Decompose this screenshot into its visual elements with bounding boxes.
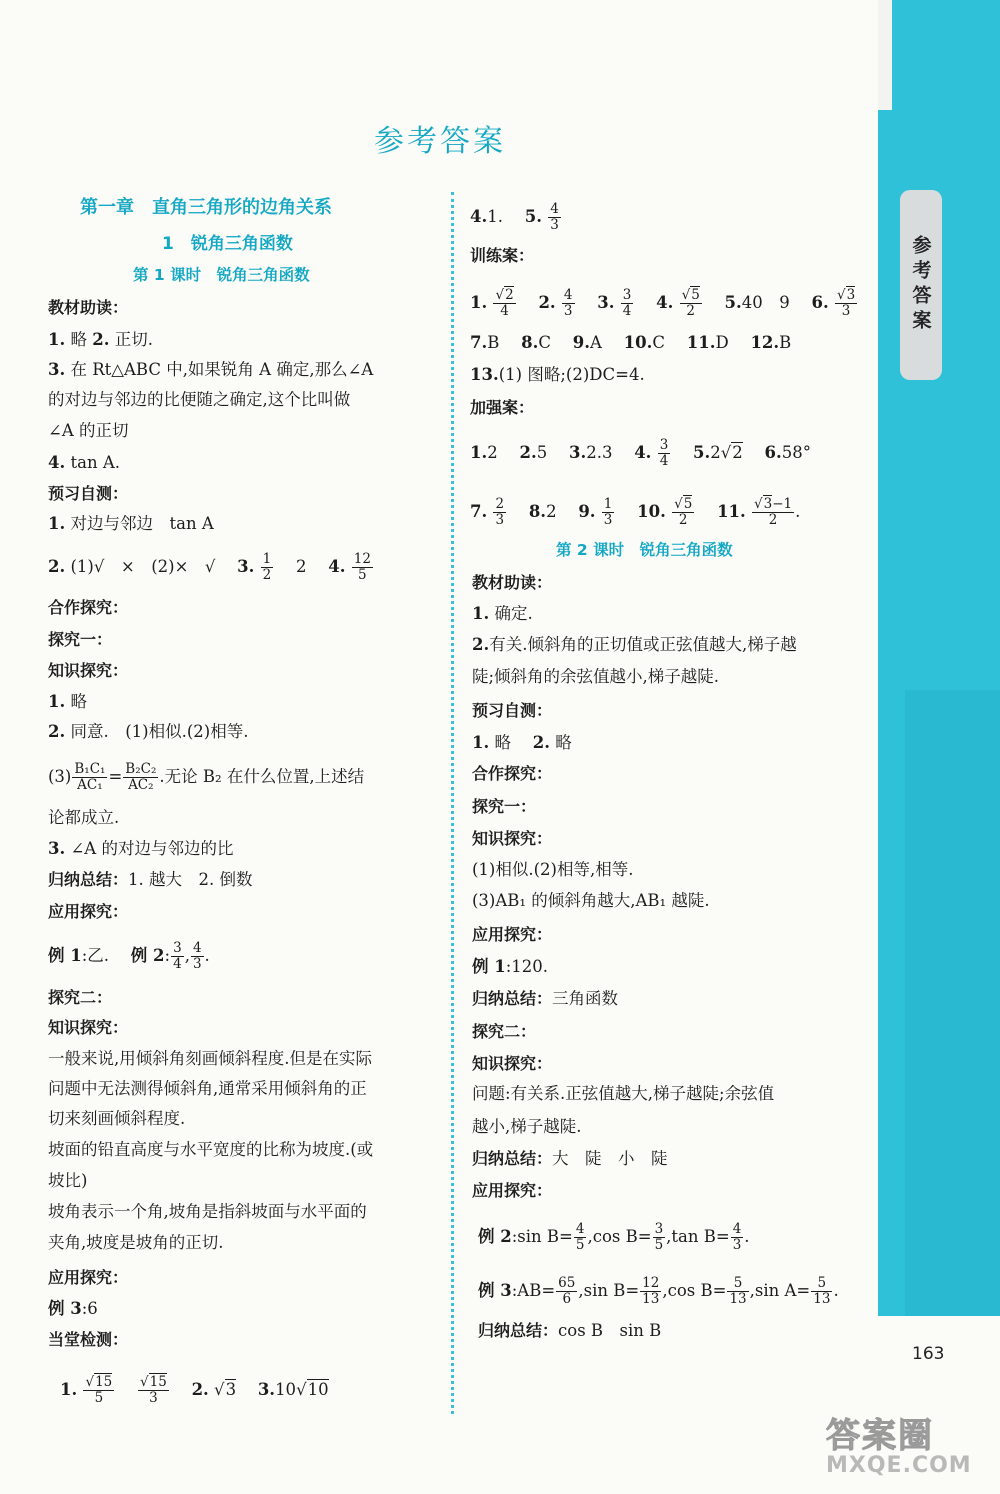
answer-line xyxy=(472,1149,668,1169)
denominator: 5 xyxy=(94,1390,104,1406)
q-num: 9. xyxy=(572,333,590,352)
fraction xyxy=(640,1276,661,1307)
numerator: 4 xyxy=(192,940,202,956)
label-zhishi2: 知识探究： xyxy=(48,1018,129,1037)
answer-line: 陡;倾斜角的余弦值越小,梯子越陡. xyxy=(472,667,720,686)
answer-line xyxy=(472,989,618,1009)
q-num: 2. xyxy=(538,293,556,312)
answer-line: (3)AB₁ 的倾斜角越大,AB₁ 越陡. xyxy=(472,891,710,910)
side-band-notch xyxy=(878,0,892,110)
watermark-bottom: MXQE.COM xyxy=(826,1453,972,1478)
numerator: √15 xyxy=(140,1374,167,1390)
answer-text: , xyxy=(184,946,190,965)
q-num: 10. xyxy=(623,333,653,352)
answer-text: −1 xyxy=(772,496,793,512)
answer-line xyxy=(48,514,214,534)
answer-text: tan A. xyxy=(70,453,120,472)
q-num: 2. xyxy=(191,1380,209,1399)
q-num: 6. xyxy=(811,293,829,312)
radicand: 15 xyxy=(95,1374,113,1390)
answer-line xyxy=(48,870,253,890)
fraction xyxy=(562,288,575,319)
fraction xyxy=(752,497,794,528)
answer-text: ∠A 的对边与邻边的比 xyxy=(70,839,234,858)
answer-text: (3) xyxy=(48,767,72,786)
label-guina: 归纳总结： xyxy=(472,989,553,1008)
numerator: 5 xyxy=(811,1276,832,1292)
denominator: 13 xyxy=(813,1291,831,1307)
answer-text: 5 xyxy=(536,443,548,462)
numerator: √3−1 xyxy=(754,496,793,512)
answer-text: 1. 越大 2. 倒数 xyxy=(128,870,253,889)
q-num: 4. xyxy=(328,557,346,576)
answer-text: :sin B= xyxy=(511,1227,573,1246)
page-number: 163 xyxy=(912,1344,945,1364)
denominator: 3 xyxy=(563,303,573,319)
answer-text: 略 xyxy=(70,692,87,711)
answer-text: 确定. xyxy=(494,604,533,623)
denominator: 3 xyxy=(841,303,851,319)
label-tanjiu1: 探究一： xyxy=(472,797,537,816)
answer-line xyxy=(48,360,373,380)
radicand: 3 xyxy=(225,1380,237,1399)
q-num: 5. xyxy=(524,207,542,226)
example-num: 例 3 xyxy=(48,1299,82,1318)
paragraph-line: 夹角,坡度是坡角的正切. xyxy=(48,1233,224,1252)
answer-line xyxy=(478,1321,661,1341)
answer-text: 40 9 xyxy=(741,293,790,312)
side-band-strip xyxy=(878,110,900,1316)
fraction xyxy=(731,1222,744,1253)
answer-text: . xyxy=(204,946,210,965)
q-num: 5. xyxy=(693,443,711,462)
answer-text: ,cos B= xyxy=(587,1227,652,1246)
numerator: B₁C₁ xyxy=(74,761,106,777)
q-num: 11. xyxy=(686,333,716,352)
fraction xyxy=(556,1276,577,1307)
answer-text: ,sin A= xyxy=(749,1281,811,1300)
q-num: 2. xyxy=(519,443,537,462)
q-num: 3. xyxy=(48,839,66,858)
answer-text: 在 Rt△ABC 中,如果锐角 A 确定,那么∠A xyxy=(70,360,374,379)
radicand: 2 xyxy=(505,287,514,303)
q-num: 2. xyxy=(48,722,66,741)
denominator: 5 xyxy=(358,567,367,583)
numerator: √15 xyxy=(85,1374,113,1390)
numerator: 4 xyxy=(550,201,559,217)
answer-line: 1.2 2.5 3.2.3 4. $\frac{3}{4}$ 5.2√2 6.58° xyxy=(470,437,812,469)
answer-line xyxy=(478,1276,839,1307)
denominator: 3 xyxy=(603,512,613,528)
answer-line xyxy=(472,733,572,753)
q-num: 7. xyxy=(470,333,488,352)
answer-line xyxy=(48,1299,98,1319)
label-tanjiu2: 探究二： xyxy=(472,1022,537,1041)
paragraph-line: 问题:有关系.正弦值越大,梯子越陡;余弦值 xyxy=(472,1084,775,1103)
q-num: 12. xyxy=(750,333,780,352)
q-num: 1. xyxy=(470,293,488,312)
example-num: 例 1 xyxy=(48,946,82,965)
denominator: AC₁ xyxy=(77,777,103,793)
answer-text: A xyxy=(589,333,602,352)
denominator: 5 xyxy=(654,1237,664,1253)
q-num: 1. xyxy=(48,330,66,349)
label-xunlian: 训练案： xyxy=(470,246,535,265)
answer-text: 正切. xyxy=(114,330,153,349)
fraction xyxy=(727,1276,748,1307)
label-tanjiu1: 探究一： xyxy=(48,630,113,649)
answer-line xyxy=(472,635,797,655)
fraction xyxy=(811,1276,832,1307)
label-yuxi: 预习自测： xyxy=(48,484,129,503)
answer-text: 1. xyxy=(487,207,503,226)
q-num: 1. xyxy=(48,692,66,711)
q-num: 3. xyxy=(48,360,66,379)
answer-line xyxy=(472,604,533,624)
paragraph-line: 越小,梯子越陡. xyxy=(472,1117,582,1136)
answer-text: (1)√ × (2)× √ xyxy=(70,557,216,576)
paragraph-line: 一般来说,用倾斜角刻画倾斜程度.但是在实际 xyxy=(48,1049,372,1068)
numerator: √5 xyxy=(681,287,700,303)
numerator: √2 xyxy=(495,287,514,303)
answer-text: . xyxy=(744,1227,750,1246)
lesson-heading: 第 2 课时 锐角三角函数 xyxy=(556,541,733,559)
label-yingyong2: 应用探究： xyxy=(48,1268,129,1287)
answer-line xyxy=(470,202,562,233)
q-num: 2. xyxy=(532,733,550,752)
answer-text: 2 xyxy=(546,502,557,521)
numerator: √3 xyxy=(837,287,856,303)
denominator: 6 xyxy=(562,1291,572,1307)
answer-text: ,sin B= xyxy=(578,1281,640,1300)
q-num: 2. xyxy=(92,330,110,349)
answer-text: ,tan B= xyxy=(666,1227,730,1246)
answer-line xyxy=(48,552,374,583)
denominator: 3 xyxy=(550,217,559,233)
label-dangtang: 当堂检测： xyxy=(48,1330,129,1349)
answer-text: 略 xyxy=(494,733,511,752)
label-yingyong1: 应用探究： xyxy=(472,925,553,944)
fraction xyxy=(672,497,694,528)
numerator: 1 xyxy=(603,496,613,512)
numerator: 1 xyxy=(262,551,272,567)
side-tab[interactable] xyxy=(900,190,942,380)
q-num: 5. xyxy=(724,293,742,312)
radicand: 5 xyxy=(691,287,700,303)
q-num: 1. xyxy=(472,733,490,752)
q-num: 13. xyxy=(470,365,499,384)
denominator: 2 xyxy=(262,567,272,583)
q-num: 4. xyxy=(470,207,488,226)
numerator: 5 xyxy=(727,1276,748,1292)
q-num: 11. xyxy=(717,502,746,521)
radicand: 2 xyxy=(732,443,743,462)
answer-text: 略 xyxy=(555,733,572,752)
answer-line: ∠A 的正切 xyxy=(48,421,129,440)
label-hezuo: 合作探究： xyxy=(472,764,553,783)
answer-line xyxy=(472,957,548,977)
answer-text: 同意. (1)相似.(2)相等. xyxy=(70,722,249,741)
answer-text: cos B sin B xyxy=(558,1321,662,1340)
fraction xyxy=(574,1222,587,1253)
q-num: 2. xyxy=(48,557,66,576)
paragraph-line: 坡比) xyxy=(48,1171,88,1190)
answer-line xyxy=(48,762,364,793)
paragraph-line: 切来刻画倾斜程度. xyxy=(48,1109,186,1128)
side-band-lower xyxy=(905,690,1000,1316)
watermark-top: 答案圈 xyxy=(826,1416,934,1456)
answer-text: :120. xyxy=(505,957,549,976)
label-jiaocai: 教材助读： xyxy=(472,573,553,592)
q-num: 8. xyxy=(521,333,539,352)
answer-text: :6 xyxy=(81,1299,98,1318)
denominator: 4 xyxy=(173,956,182,972)
label-guina: 归纳总结： xyxy=(478,1321,559,1340)
denominator: 4 xyxy=(659,453,669,469)
answer-text: 10 xyxy=(275,1380,297,1399)
denominator: 3 xyxy=(495,512,505,528)
answer-text: :乙. xyxy=(81,946,110,965)
q-num: 9. xyxy=(578,502,596,521)
answer-line: (1)相似.(2)相等,相等. xyxy=(472,860,634,879)
q-num: 3. xyxy=(237,557,255,576)
numerator: 2 xyxy=(495,496,505,512)
fraction xyxy=(680,288,702,319)
answer-line xyxy=(470,497,800,528)
page-title: 参考答案 xyxy=(374,124,506,159)
denominator: 2 xyxy=(678,512,688,528)
q-num: 6. xyxy=(764,443,782,462)
answer-text: C xyxy=(538,333,551,352)
fraction xyxy=(602,497,615,528)
q-num: 1. xyxy=(60,1380,78,1399)
label-guina: 归纳总结： xyxy=(48,870,129,889)
fraction xyxy=(658,438,671,469)
answer-line xyxy=(478,1222,750,1253)
answer-text: D xyxy=(715,333,729,352)
q-num: 1. xyxy=(470,443,488,462)
label-tanjiu2: 探究二： xyxy=(48,988,113,1007)
paragraph-line: 坡面的铅直高度与水平宽度的比称为坡度.(或 xyxy=(48,1140,374,1159)
paragraph-line: 问题中无法测得倾斜角,通常采用倾斜角的正 xyxy=(48,1079,367,1098)
paragraph-line: 坡角表示一个角,坡角是指斜坡面与水平面的 xyxy=(48,1202,367,1221)
denominator: 4 xyxy=(500,303,509,319)
answer-text: 三角函数 xyxy=(552,989,619,1008)
answer-text: : xyxy=(164,946,171,965)
example-num: 例 2 xyxy=(130,946,165,965)
numerator: 3 xyxy=(654,1221,664,1237)
example-num: 例 2 xyxy=(478,1227,512,1246)
denominator: 3 xyxy=(732,1237,742,1253)
q-num: 3. xyxy=(597,293,615,312)
denominator: 5 xyxy=(575,1237,585,1253)
answer-line xyxy=(48,692,87,712)
denominator: 13 xyxy=(729,1291,747,1307)
q-num: 3. xyxy=(257,1380,276,1399)
answer-text: 有关.倾斜角的正切值或正弦值越大,梯子越 xyxy=(489,635,797,654)
fraction xyxy=(493,497,506,528)
fraction xyxy=(835,288,857,319)
denominator: 2 xyxy=(768,512,778,528)
example-num: 例 3 xyxy=(478,1281,512,1300)
answer-line xyxy=(48,453,120,473)
answer-text: 2 xyxy=(296,557,307,576)
answer-text: 58° xyxy=(781,443,812,462)
label-jiaqiang: 加强案： xyxy=(470,398,535,417)
q-num: 4. xyxy=(48,453,66,472)
answer-text: 略 xyxy=(70,330,87,349)
answer-text: :AB= xyxy=(511,1281,556,1300)
fraction xyxy=(138,1375,169,1406)
label-jiaocai: 教材助读： xyxy=(48,298,129,317)
column-divider xyxy=(451,192,454,1414)
answer-text: .无论 B₂ 在什么位置,上述结 xyxy=(159,767,365,786)
q-num: 2. xyxy=(472,635,490,654)
radicand: 3 xyxy=(846,287,856,303)
denominator: 2 xyxy=(686,303,695,319)
fraction xyxy=(261,552,274,583)
answer-line: 论都成立. xyxy=(48,808,120,827)
answer-text: C xyxy=(652,333,665,352)
answer-text: = xyxy=(108,767,123,786)
answer-line: 的对边与邻边的比便随之确定,这个比叫做 xyxy=(48,390,351,409)
q-num: 4. xyxy=(634,443,652,462)
answer-text: ,cos B= xyxy=(662,1281,727,1300)
q-num: 3. xyxy=(568,443,587,462)
fraction xyxy=(191,941,204,972)
answer-line xyxy=(48,941,210,972)
fraction xyxy=(123,762,158,793)
numerator: 65 xyxy=(558,1275,576,1291)
answer-text: 2 xyxy=(487,443,498,462)
answer-line xyxy=(470,365,645,385)
numerator: 4 xyxy=(575,1221,585,1237)
denominator: 3 xyxy=(192,956,202,972)
fraction xyxy=(171,941,184,972)
answer-text: B xyxy=(779,333,792,352)
denominator: 13 xyxy=(642,1291,660,1307)
answer-line xyxy=(48,839,233,859)
fraction xyxy=(352,552,373,583)
numerator: √5 xyxy=(674,496,693,512)
answer-line xyxy=(470,288,858,319)
denominator: 4 xyxy=(622,303,632,319)
numerator: 4 xyxy=(732,1221,742,1237)
q-num: 7. xyxy=(470,502,488,521)
numerator: 3 xyxy=(173,940,182,956)
label-yuxi: 预习自测： xyxy=(472,701,553,720)
answer-line: 1. $\frac{√15}{5}$ $\frac{√15}{3}$ 2. √3 3.10√10 xyxy=(60,1374,329,1406)
label-yingyong1: 应用探究： xyxy=(48,902,129,921)
fraction xyxy=(548,202,561,233)
fraction xyxy=(621,288,634,319)
answer-text: 2 xyxy=(710,443,721,462)
label-hezuo: 合作探究： xyxy=(48,598,129,617)
q-num: 10. xyxy=(637,502,666,521)
q-num: 4. xyxy=(656,293,674,312)
answer-text: 2.3 xyxy=(586,443,613,462)
label-zhishi1: 知识探究： xyxy=(472,829,553,848)
fraction xyxy=(493,288,515,319)
fraction xyxy=(83,1375,114,1406)
watermark-logo xyxy=(826,1408,996,1488)
answer-text: . xyxy=(833,1281,839,1300)
radicand: 15 xyxy=(149,1374,167,1390)
fraction xyxy=(72,762,107,793)
answer-line xyxy=(48,722,248,742)
fraction xyxy=(653,1222,666,1253)
numerator: 12 xyxy=(642,1275,660,1291)
side-tab-label: 参考答案 xyxy=(909,235,932,335)
label-yingyong2: 应用探究： xyxy=(472,1181,553,1200)
answer-line xyxy=(48,330,153,350)
label-zhishi2: 知识探究： xyxy=(472,1054,553,1073)
answer-text: B xyxy=(487,333,500,352)
denominator: AC₂ xyxy=(128,777,154,793)
answer-line xyxy=(470,333,791,353)
numerator: 3 xyxy=(622,287,632,303)
label-zhishi1: 知识探究： xyxy=(48,661,129,680)
q-num: 1. xyxy=(48,514,66,533)
answer-text: 大 陡 小 陡 xyxy=(552,1149,668,1168)
numerator: B₂C₂ xyxy=(125,761,157,777)
example-num: 例 1 xyxy=(472,957,506,976)
q-num: 1. xyxy=(472,604,490,623)
numerator: 12 xyxy=(353,551,371,567)
denominator: 3 xyxy=(149,1390,158,1406)
numerator: 3 xyxy=(659,437,669,453)
answer-text: . xyxy=(795,502,801,521)
radicand: 5 xyxy=(683,496,693,512)
answer-text: (1) 图略;(2)DC=4. xyxy=(498,365,645,384)
radicand: 10 xyxy=(307,1380,329,1399)
numerator: 4 xyxy=(563,287,573,303)
section-heading: 1 锐角三角函数 xyxy=(162,234,293,254)
chapter-heading: 第一章 直角三角形的边角关系 xyxy=(80,197,332,218)
lesson-heading: 第 1 课时 锐角三角函数 xyxy=(133,266,310,284)
radicand: 3 xyxy=(763,496,773,512)
q-num: 8. xyxy=(528,502,547,521)
answer-text: 对边与邻边 tan A xyxy=(70,514,214,533)
label-guina: 归纳总结： xyxy=(472,1149,553,1168)
